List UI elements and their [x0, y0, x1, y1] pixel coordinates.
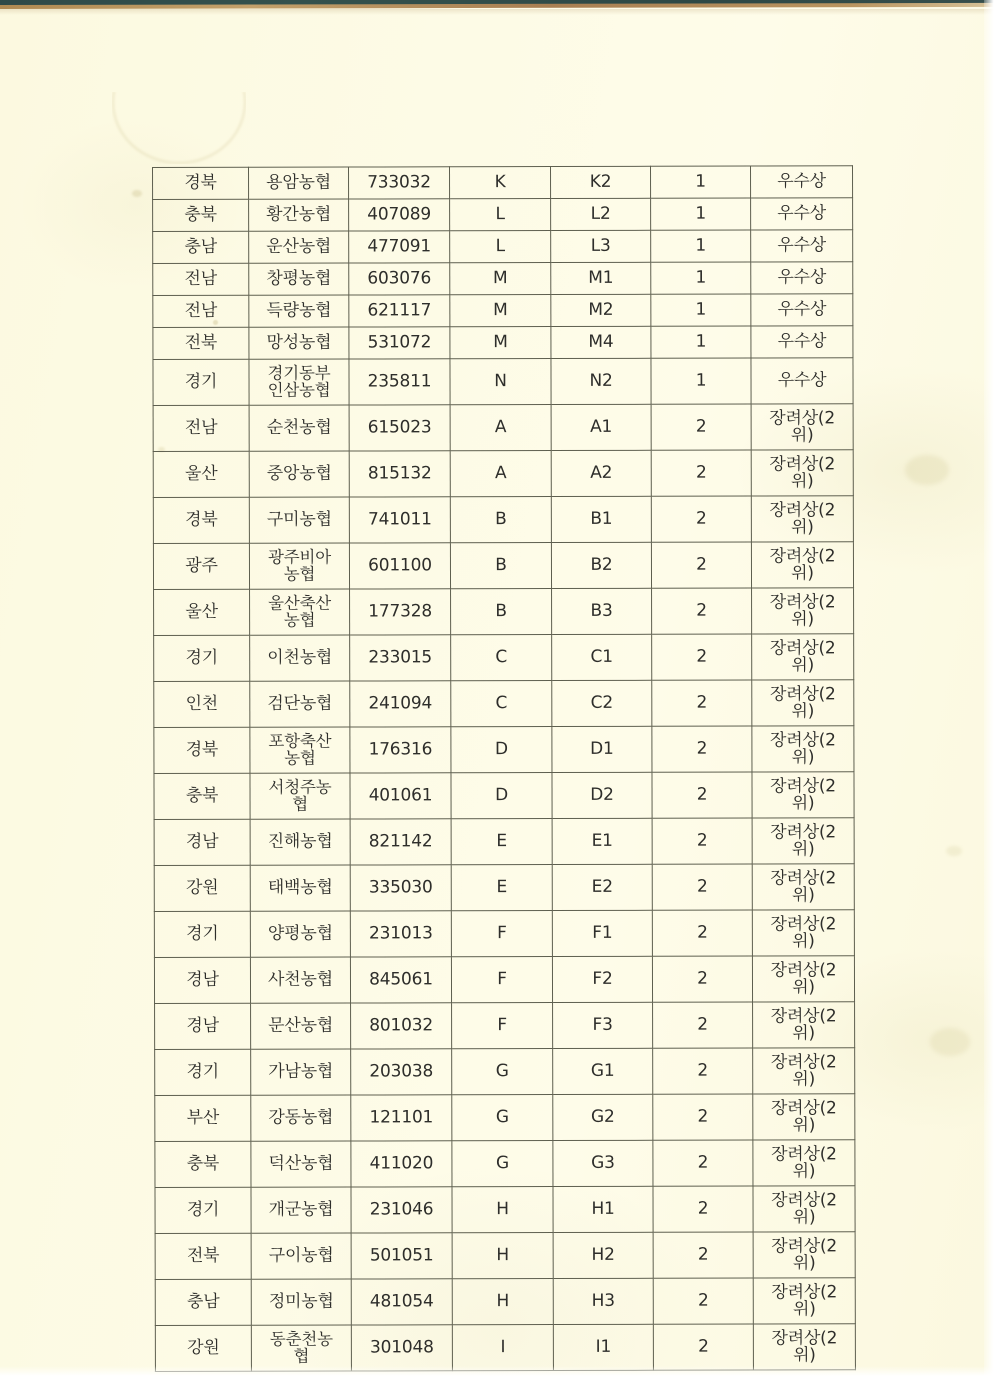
- cell-region: 전남: [153, 263, 249, 295]
- cell-subgroup-code: E2: [552, 864, 652, 910]
- cell-award-line: 위): [790, 424, 814, 445]
- cell-subgroup-code: L3: [551, 230, 651, 262]
- table-row: [153, 542, 853, 590]
- cell-code-number: 301048: [351, 1325, 452, 1371]
- cell-award-name: [751, 358, 853, 404]
- cell-cooperative-name: 양평농협: [250, 911, 350, 957]
- cell-cooperative-name: 망성농협: [249, 327, 349, 359]
- cell-award-name: [750, 166, 852, 198]
- cell-code-number: 203038: [351, 1049, 452, 1095]
- cell-group-letter: B: [450, 497, 551, 543]
- paper-smudge: [930, 1028, 970, 1056]
- cell-rank-number: 2: [653, 1140, 753, 1186]
- cell-subgroup-code: B1: [551, 496, 651, 542]
- cell-award-line: 장려상(2: [770, 776, 836, 797]
- cell-code-number: 401061: [350, 773, 451, 819]
- cell-award-name: [753, 1048, 855, 1094]
- cell-award-line: 장려상(2: [770, 1052, 837, 1073]
- cell-group-letter: G: [452, 1049, 553, 1095]
- cell-award-name: [751, 294, 853, 326]
- cell-cooperative-name: 순천농협: [249, 405, 349, 451]
- cell-region: 경기: [155, 1049, 251, 1095]
- cell-region: 전북: [155, 1233, 251, 1279]
- cell-award-name: [753, 1278, 855, 1324]
- cell-award-line: 위): [791, 562, 814, 583]
- table-row: [154, 588, 854, 636]
- cell-award-line: 장려상(2: [771, 1190, 837, 1211]
- cell-rank-number: 2: [652, 588, 752, 634]
- cell-group-letter: L: [450, 231, 551, 263]
- cell-subgroup-code: I1: [553, 1324, 653, 1370]
- cell-region: 충북: [153, 199, 249, 231]
- cell-award-name: [751, 198, 853, 230]
- cell-subgroup-code: H3: [553, 1278, 653, 1324]
- cell-code-number: 233015: [350, 635, 451, 681]
- cell-code-number: 241094: [350, 681, 451, 727]
- cell-award-line: 장려상(2: [770, 914, 837, 935]
- cell-cooperative-name: 덕산농협: [251, 1141, 351, 1187]
- cell-group-letter: G: [452, 1141, 553, 1187]
- cell-award-name: [752, 726, 854, 772]
- cell-code-number: 821142: [350, 819, 451, 865]
- table-row: [154, 956, 854, 1004]
- cell-code-number: 845061: [350, 957, 451, 1003]
- cell-region: 강원: [155, 1325, 251, 1371]
- cell-award-name: [753, 1002, 855, 1048]
- cell-award-name: [753, 1186, 855, 1232]
- cell-award-name: [752, 634, 854, 680]
- cell-cooperative-name: 용암농협: [249, 167, 349, 199]
- table-row: [155, 1140, 855, 1188]
- cell-region: 부산: [155, 1095, 251, 1141]
- table-row: [154, 634, 854, 682]
- cell-region: 충남: [155, 1279, 251, 1325]
- cell-code-number: 815132: [349, 451, 450, 497]
- table-row: [153, 326, 853, 360]
- table-row: [155, 1094, 855, 1142]
- paper-smudge: [946, 846, 962, 856]
- cell-rank-number: 2: [653, 1002, 753, 1048]
- cell-cooperative-name: 태백농협: [250, 865, 350, 911]
- cell-group-letter: I: [452, 1325, 553, 1371]
- cell-subgroup-code: M1: [551, 262, 651, 294]
- cell-award-name: [751, 404, 853, 450]
- cell-code-number: 733032: [349, 167, 450, 199]
- cell-cooperative-name: 사천농협: [250, 957, 350, 1003]
- table-row: [153, 404, 853, 452]
- cell-cooperative-name-line: 경기동부: [267, 363, 331, 384]
- table-row: [154, 680, 854, 728]
- cell-group-letter: F: [451, 911, 552, 957]
- cell-award-line: 위): [792, 1068, 816, 1089]
- cell-award-line: 장려상(2: [769, 684, 836, 705]
- cell-award-line: 위): [792, 1160, 816, 1181]
- cell-code-number: 477091: [349, 231, 450, 263]
- cell-region: 울산: [154, 589, 250, 635]
- cell-group-letter: F: [452, 1003, 553, 1049]
- cell-rank-number: 1: [651, 294, 751, 326]
- cell-cooperative-name-line: 농협: [283, 564, 316, 584]
- cell-region: 인천: [154, 681, 250, 727]
- cell-cooperative-name-line: 협: [293, 1346, 310, 1366]
- cell-group-letter: G: [452, 1095, 553, 1141]
- cell-cooperative-name: 구미농협: [249, 497, 349, 543]
- cell-group-letter: H: [452, 1279, 553, 1325]
- cell-cooperative-name: 중앙농협: [249, 451, 349, 497]
- cell-code-number: 615023: [349, 405, 450, 451]
- cell-award-line: 위): [791, 700, 815, 721]
- cell-cooperative-name: 검단농협: [250, 681, 350, 727]
- cell-subgroup-code: E1: [552, 818, 652, 864]
- cell-subgroup-code: K2: [551, 166, 651, 198]
- cell-group-letter: B: [450, 543, 551, 589]
- cell-code-number: 601100: [349, 543, 450, 589]
- cell-award-line: 우수상: [777, 235, 827, 256]
- cell-subgroup-code: F2: [552, 956, 652, 1002]
- cell-subgroup-code: G2: [553, 1094, 653, 1140]
- cell-award-line: 우수상: [777, 299, 827, 320]
- cell-award-line: 위): [791, 654, 815, 675]
- cell-code-number: 231046: [351, 1187, 452, 1233]
- paper-smudge-arc: [112, 40, 246, 164]
- cell-subgroup-code: M4: [551, 326, 651, 358]
- cell-region: 경남: [154, 819, 250, 865]
- paper-smudge: [905, 455, 949, 485]
- cell-cooperative-name-line: 동춘천농: [269, 1329, 333, 1350]
- cell-region: 전남: [153, 405, 249, 451]
- cell-award-name: [751, 230, 853, 262]
- cell-award-name: [752, 910, 854, 956]
- cell-award-line: 장려상(2: [770, 730, 836, 751]
- cell-award-name: [752, 818, 854, 864]
- cell-rank-number: 2: [652, 680, 752, 726]
- cell-award-line: 장려상(2: [771, 1282, 838, 1303]
- award-table-container: [152, 165, 855, 1372]
- cell-subgroup-code: D2: [552, 772, 652, 818]
- cell-award-name: [751, 326, 853, 358]
- cell-group-letter: C: [451, 635, 552, 681]
- cell-award-name: [753, 1094, 855, 1140]
- cell-rank-number: 2: [652, 864, 752, 910]
- table-row: [153, 294, 853, 328]
- cell-rank-number: 2: [652, 956, 752, 1002]
- cell-award-line: 위): [792, 930, 815, 951]
- cell-award-line: 장려상(2: [771, 1236, 838, 1257]
- award-table: [152, 165, 856, 1372]
- cell-cooperative-name: 구이농협: [251, 1233, 351, 1279]
- cell-rank-number: 2: [652, 818, 752, 864]
- cell-group-letter: A: [450, 405, 551, 451]
- cell-cooperative-name: [249, 359, 349, 405]
- cell-award-name: [753, 1140, 855, 1186]
- cell-cooperative-name-line: 농협: [283, 610, 316, 630]
- table-row: [155, 1278, 855, 1326]
- cell-group-letter: M: [450, 263, 551, 295]
- cell-code-number: 411020: [351, 1141, 452, 1187]
- cell-rank-number: 2: [651, 450, 751, 496]
- cell-subgroup-code: M2: [551, 294, 651, 326]
- cell-cooperative-name-line: 농협: [284, 748, 316, 768]
- cell-region: 전북: [153, 327, 249, 359]
- paper-top-shadow: [0, 9, 1000, 15]
- cell-award-name: [752, 680, 854, 726]
- cell-cooperative-name: [249, 543, 349, 589]
- cell-subgroup-code: G1: [553, 1048, 653, 1094]
- cell-award-name: [751, 450, 853, 496]
- cell-cooperative-name: [250, 773, 350, 819]
- cell-cooperative-name-line: 서청주농: [268, 777, 332, 798]
- cell-region: 전남: [153, 295, 249, 327]
- cell-cooperative-name: 문산농협: [251, 1003, 351, 1049]
- cell-cooperative-name-line: 포항축산: [268, 731, 332, 752]
- cell-region: 충북: [154, 773, 250, 819]
- cell-group-letter: N: [450, 359, 551, 405]
- cell-award-line: 장려상(2: [771, 1328, 838, 1349]
- cell-award-name: [751, 262, 853, 294]
- table-row: [153, 358, 853, 406]
- cell-award-line: 장려상(2: [769, 546, 836, 567]
- cell-award-line: 위): [792, 1022, 815, 1043]
- cell-region: 경남: [155, 1003, 251, 1049]
- cell-award-name: [752, 588, 854, 634]
- cell-award-name: [752, 864, 854, 910]
- cell-award-line: 위): [792, 1206, 816, 1227]
- table-row: [153, 262, 853, 296]
- cell-rank-number: 2: [653, 1186, 753, 1232]
- paper-speck: [132, 190, 142, 197]
- cell-award-line: 장려상(2: [770, 1098, 837, 1119]
- cell-award-line: 우수상: [777, 370, 827, 391]
- table-row: [155, 1048, 855, 1096]
- cell-code-number: 335030: [350, 865, 451, 911]
- cell-group-letter: D: [451, 773, 552, 819]
- cell-award-name: [751, 496, 853, 542]
- award-table-body: [153, 166, 856, 1372]
- cell-award-line: 우수상: [777, 331, 827, 352]
- cell-region: 경기: [155, 1187, 251, 1233]
- cell-rank-number: 2: [651, 496, 751, 542]
- cell-award-line: 장려상(2: [769, 408, 835, 429]
- cell-subgroup-code: B2: [551, 542, 651, 588]
- cell-code-number: 501051: [351, 1233, 452, 1279]
- cell-code-number: 177328: [350, 589, 451, 635]
- cell-code-number: 231013: [350, 911, 451, 957]
- cell-award-line: 우수상: [777, 203, 826, 224]
- cell-code-number: 407089: [349, 199, 450, 231]
- cell-cooperative-name: 가남농협: [251, 1049, 351, 1095]
- cell-region: 경기: [154, 635, 250, 681]
- cell-cooperative-name-line: 울산축산: [268, 593, 332, 614]
- cell-code-number: 481054: [351, 1279, 452, 1325]
- cell-rank-number: 2: [651, 404, 751, 450]
- cell-cooperative-name: [250, 727, 350, 773]
- cell-award-line: 장려상(2: [770, 960, 837, 981]
- table-row: [155, 1002, 855, 1050]
- cell-region: 경기: [153, 359, 249, 405]
- cell-group-letter: H: [452, 1187, 553, 1233]
- cell-subgroup-code: A2: [551, 450, 651, 496]
- cell-rank-number: 2: [653, 1048, 753, 1094]
- table-row: [155, 1324, 855, 1372]
- cell-rank-number: 2: [652, 772, 752, 818]
- cell-award-name: [753, 1324, 855, 1370]
- cell-code-number: 235811: [349, 359, 450, 405]
- cell-rank-number: 2: [652, 634, 752, 680]
- cell-award-line: 위): [791, 516, 814, 537]
- cell-subgroup-code: C2: [552, 680, 652, 726]
- cell-award-line: 장려상(2: [770, 868, 837, 889]
- cell-award-line: 우수상: [777, 171, 826, 192]
- cell-region: 경남: [154, 957, 250, 1003]
- cell-rank-number: 2: [653, 1278, 753, 1324]
- cell-award-line: 위): [792, 1252, 816, 1273]
- cell-group-letter: L: [450, 199, 551, 231]
- cell-cooperative-name: 개군농협: [251, 1187, 351, 1233]
- cell-award-line: 위): [792, 1298, 816, 1319]
- cell-rank-number: 2: [652, 726, 752, 772]
- cell-award-line: 위): [791, 884, 815, 905]
- cell-subgroup-code: H2: [553, 1232, 653, 1278]
- cell-subgroup-code: C1: [552, 634, 652, 680]
- cell-rank-number: 2: [653, 1232, 753, 1278]
- cell-award-line: 위): [792, 1114, 816, 1135]
- cell-award-line: 위): [791, 608, 814, 629]
- cell-region: 충북: [155, 1141, 251, 1187]
- cell-rank-number: 1: [651, 262, 751, 294]
- cell-region: 경북: [154, 727, 250, 773]
- table-row: [154, 726, 854, 774]
- cell-group-letter: A: [450, 451, 551, 497]
- cell-rank-number: 1: [651, 198, 751, 230]
- cell-cooperative-name: 득량농협: [249, 295, 349, 327]
- cell-subgroup-code: A1: [551, 404, 651, 450]
- scan-bottom-margin: [0, 1366, 1000, 1376]
- cell-group-letter: E: [451, 865, 552, 911]
- cell-cooperative-name: 정미농협: [251, 1279, 351, 1325]
- cell-group-letter: M: [450, 327, 551, 359]
- table-row: [153, 230, 853, 264]
- cell-award-line: 위): [791, 792, 815, 813]
- cell-cooperative-name: 이천농협: [250, 635, 350, 681]
- cell-award-line: 우수상: [777, 267, 827, 288]
- cell-region: 충남: [153, 231, 249, 263]
- table-row: [153, 166, 853, 200]
- cell-region: 광주: [153, 543, 249, 589]
- cell-cooperative-name: [250, 589, 350, 635]
- table-row: [154, 864, 854, 912]
- cell-subgroup-code: N2: [551, 358, 651, 404]
- cell-region: 경북: [153, 167, 249, 199]
- cell-award-name: [752, 772, 854, 818]
- cell-cooperative-name: 창평농협: [249, 263, 349, 295]
- cell-group-letter: M: [450, 295, 551, 327]
- cell-group-letter: D: [451, 727, 552, 773]
- cell-rank-number: 2: [651, 542, 751, 588]
- cell-award-line: 위): [793, 1344, 816, 1365]
- table-row: [154, 818, 854, 866]
- cell-award-name: [753, 1232, 855, 1278]
- cell-rank-number: 1: [651, 326, 751, 358]
- cell-region: 경기: [154, 911, 250, 957]
- cell-code-number: 621117: [349, 295, 450, 327]
- cell-code-number: 121101: [351, 1095, 452, 1141]
- cell-award-name: [751, 542, 853, 588]
- scan-right-margin: [984, 0, 1000, 1376]
- cell-award-line: 장려상(2: [770, 822, 837, 843]
- table-row: [153, 496, 853, 544]
- cell-rank-number: 2: [653, 1094, 753, 1140]
- cell-group-letter: C: [451, 681, 552, 727]
- cell-cooperative-name: 황간농협: [249, 199, 349, 231]
- cell-group-letter: K: [450, 167, 551, 199]
- cell-subgroup-code: G3: [553, 1140, 653, 1186]
- cell-award-name: [752, 956, 854, 1002]
- cell-code-number: 531072: [349, 327, 450, 359]
- cell-rank-number: 1: [650, 166, 750, 198]
- cell-rank-number: 1: [651, 230, 751, 262]
- cell-cooperative-name: 강동농협: [251, 1095, 351, 1141]
- cell-rank-number: 1: [651, 358, 751, 404]
- cell-award-line: 장려상(2: [770, 1006, 837, 1027]
- cell-rank-number: 2: [653, 1324, 753, 1370]
- cell-group-letter: H: [452, 1233, 553, 1279]
- table-row: [154, 910, 854, 958]
- cell-code-number: 741011: [349, 497, 450, 543]
- cell-cooperative-name: [251, 1325, 351, 1371]
- table-row: [154, 772, 854, 820]
- cell-rank-number: 2: [652, 910, 752, 956]
- cell-award-line: 장려상(2: [771, 1144, 837, 1165]
- cell-group-letter: F: [451, 957, 552, 1003]
- cell-code-number: 801032: [351, 1003, 452, 1049]
- cell-award-line: 위): [790, 470, 814, 491]
- cell-award-line: 위): [791, 746, 815, 767]
- table-row: [153, 450, 853, 498]
- cell-subgroup-code: H1: [553, 1186, 653, 1232]
- cell-award-line: 장려상(2: [769, 638, 836, 659]
- cell-subgroup-code: F1: [552, 910, 652, 956]
- cell-region: 경북: [153, 497, 249, 543]
- cell-subgroup-code: F3: [553, 1002, 653, 1048]
- cell-subgroup-code: L2: [551, 198, 651, 230]
- table-row: [155, 1232, 855, 1280]
- cell-cooperative-name-line: 인삼농협: [267, 380, 331, 400]
- cell-cooperative-name-line: 협: [292, 794, 308, 814]
- cell-subgroup-code: D1: [552, 726, 652, 772]
- cell-region: 강원: [154, 865, 250, 911]
- cell-code-number: 603076: [349, 263, 450, 295]
- cell-award-line: 장려상(2: [769, 592, 836, 613]
- cell-group-letter: E: [451, 819, 552, 865]
- cell-award-line: 장려상(2: [769, 454, 836, 475]
- cell-subgroup-code: B3: [552, 588, 652, 634]
- table-row: [155, 1186, 855, 1234]
- cell-code-number: 176316: [350, 727, 451, 773]
- table-row: [153, 198, 853, 232]
- cell-award-line: 위): [792, 976, 815, 997]
- cell-cooperative-name: 진해농협: [250, 819, 350, 865]
- cell-award-line: 위): [791, 838, 815, 859]
- cell-region: 울산: [153, 451, 249, 497]
- cell-cooperative-name-line: 광주비아: [267, 547, 331, 568]
- cell-cooperative-name: 운산농협: [249, 231, 349, 263]
- cell-group-letter: B: [451, 589, 552, 635]
- cell-award-line: 장려상(2: [769, 500, 836, 521]
